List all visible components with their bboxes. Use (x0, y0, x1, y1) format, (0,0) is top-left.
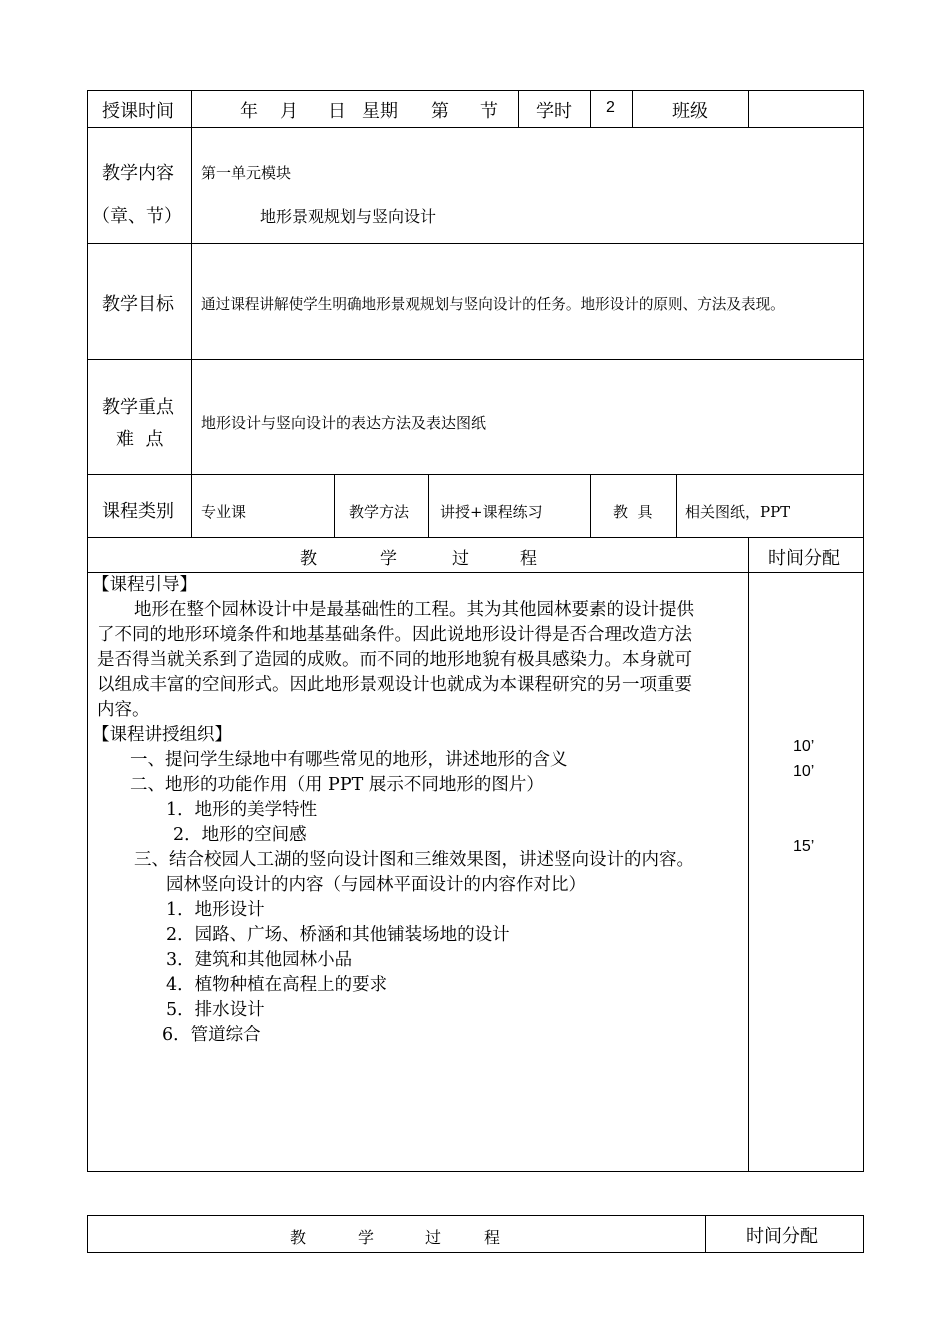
process-subitem: 2．地形的空间感 (173, 825, 307, 845)
intro-line: 是否得当就关系到了造园的成败。而不同的地形地貌有极具感染力。本身就可 (97, 650, 692, 670)
table-border (428, 474, 429, 538)
process-title-char: 过 (425, 1228, 442, 1247)
date-day-label: 日 (328, 101, 346, 122)
hours-value: 2 (606, 99, 615, 116)
date-month-label: 月 (280, 101, 298, 122)
process-title-char: 学 (358, 1228, 375, 1247)
table-border (863, 90, 864, 1172)
label-chapter-section: （章、节） (92, 206, 182, 227)
time-allocation-label: 时间分配 (768, 548, 840, 569)
time-value: 10’ (793, 738, 815, 755)
process-title-char: 程 (520, 549, 537, 569)
label-key-points: 教学重点 (102, 397, 174, 418)
date-weekday-label: 星期 (362, 101, 398, 122)
label-hours: 学时 (536, 101, 572, 122)
content-title: 地形景观规划与竖向设计 (260, 207, 437, 226)
date-year-label: 年 (240, 101, 258, 122)
process-subitem: 2．园路、广场、桥涵和其他铺装场地的设计 (166, 925, 510, 945)
table-border (87, 359, 864, 360)
process-item: 一、提问学生绿地中有哪些常见的地形，讲述地形的含义 (130, 750, 568, 770)
process-subitem: 6．管道综合 (162, 1025, 261, 1045)
table-border (87, 474, 864, 475)
label-teaching-tools: 教 具 (613, 503, 653, 521)
intro-heading: 【课程引导】 (92, 575, 197, 595)
category-value: 专业课 (201, 503, 247, 521)
process-title-char: 过 (452, 549, 469, 569)
process-item: 二、地形的功能作用（用 PPT 展示不同地形的图片） (130, 775, 544, 795)
table-border (334, 474, 335, 538)
intro-line: 了不同的地形环境条件和地基基础条件。因此说地形设计得是否合理改造方法 (97, 625, 692, 645)
process-title-char: 教 (290, 1228, 307, 1247)
label-teaching-method: 教学方法 (349, 503, 410, 521)
label-teaching-content: 教学内容 (102, 163, 174, 184)
intro-line: 地形在整个园林设计中是最基础性的工程。其为其他园林要素的设计提供 (134, 600, 694, 620)
unit-label: 第一单元模块 (201, 164, 292, 182)
intro-line: 内容。 (97, 700, 150, 720)
method-value: 讲授+课程练习 (440, 503, 543, 521)
process-item: 三、结合校园人工湖的竖向设计图和三维效果图，讲述竖向设计的内容。 (134, 850, 694, 870)
table-border (87, 1252, 864, 1253)
label-teaching-time: 授课时间 (102, 101, 174, 122)
process-subitem: 4．植物种植在高程上的要求 (166, 975, 388, 995)
process-title-char: 程 (484, 1228, 501, 1247)
date-period-di: 第 (431, 101, 449, 122)
table-border (863, 1215, 864, 1253)
table-border (590, 474, 591, 538)
organization-heading: 【课程讲授组织】 (92, 725, 232, 745)
tools-value: 相关图纸，PPT (685, 503, 791, 521)
intro-line: 以组成丰富的空间形式。因此地形景观设计也就成为本课程研究的另一项重要 (97, 675, 692, 695)
label-teaching-objective: 教学目标 (102, 294, 174, 315)
focus-text: 地形设计与竖向设计的表达方法及表达图纸 (201, 414, 487, 432)
process-subitem: 1．地形的美学特性 (166, 800, 318, 820)
table-border (87, 90, 88, 1172)
time-value: 15’ (793, 838, 815, 855)
table-border (87, 1215, 864, 1216)
table-border (191, 90, 192, 538)
time-value: 10’ (793, 763, 815, 780)
objective-text: 通过课程讲解使学生明确地形景观规划与竖向设计的任务。地形设计的原则、方法及表现。 (201, 296, 785, 313)
table-border (705, 1215, 706, 1253)
date-period-jie: 节 (480, 101, 498, 122)
table-border (748, 537, 749, 1172)
time-allocation-label: 时间分配 (746, 1226, 818, 1247)
process-subitem: 3．建筑和其他园林小品 (166, 950, 353, 970)
process-subheading: 园林竖向设计的内容（与园林平面设计的内容作对比） (166, 875, 586, 895)
label-class: 班级 (672, 101, 708, 122)
table-border (632, 90, 633, 128)
table-border (748, 90, 749, 128)
table-border (87, 1215, 88, 1253)
process-subitem: 5．排水设计 (166, 1000, 265, 1020)
process-subitem: 1．地形设计 (166, 900, 265, 920)
process-title-char: 学 (380, 549, 397, 569)
table-border (676, 474, 677, 538)
table-border (518, 90, 519, 128)
table-border (87, 243, 864, 244)
table-border (590, 90, 591, 128)
label-difficulties: 难 点 (116, 429, 164, 450)
process-title-char: 教 (300, 549, 317, 569)
label-course-category: 课程类别 (102, 501, 174, 522)
